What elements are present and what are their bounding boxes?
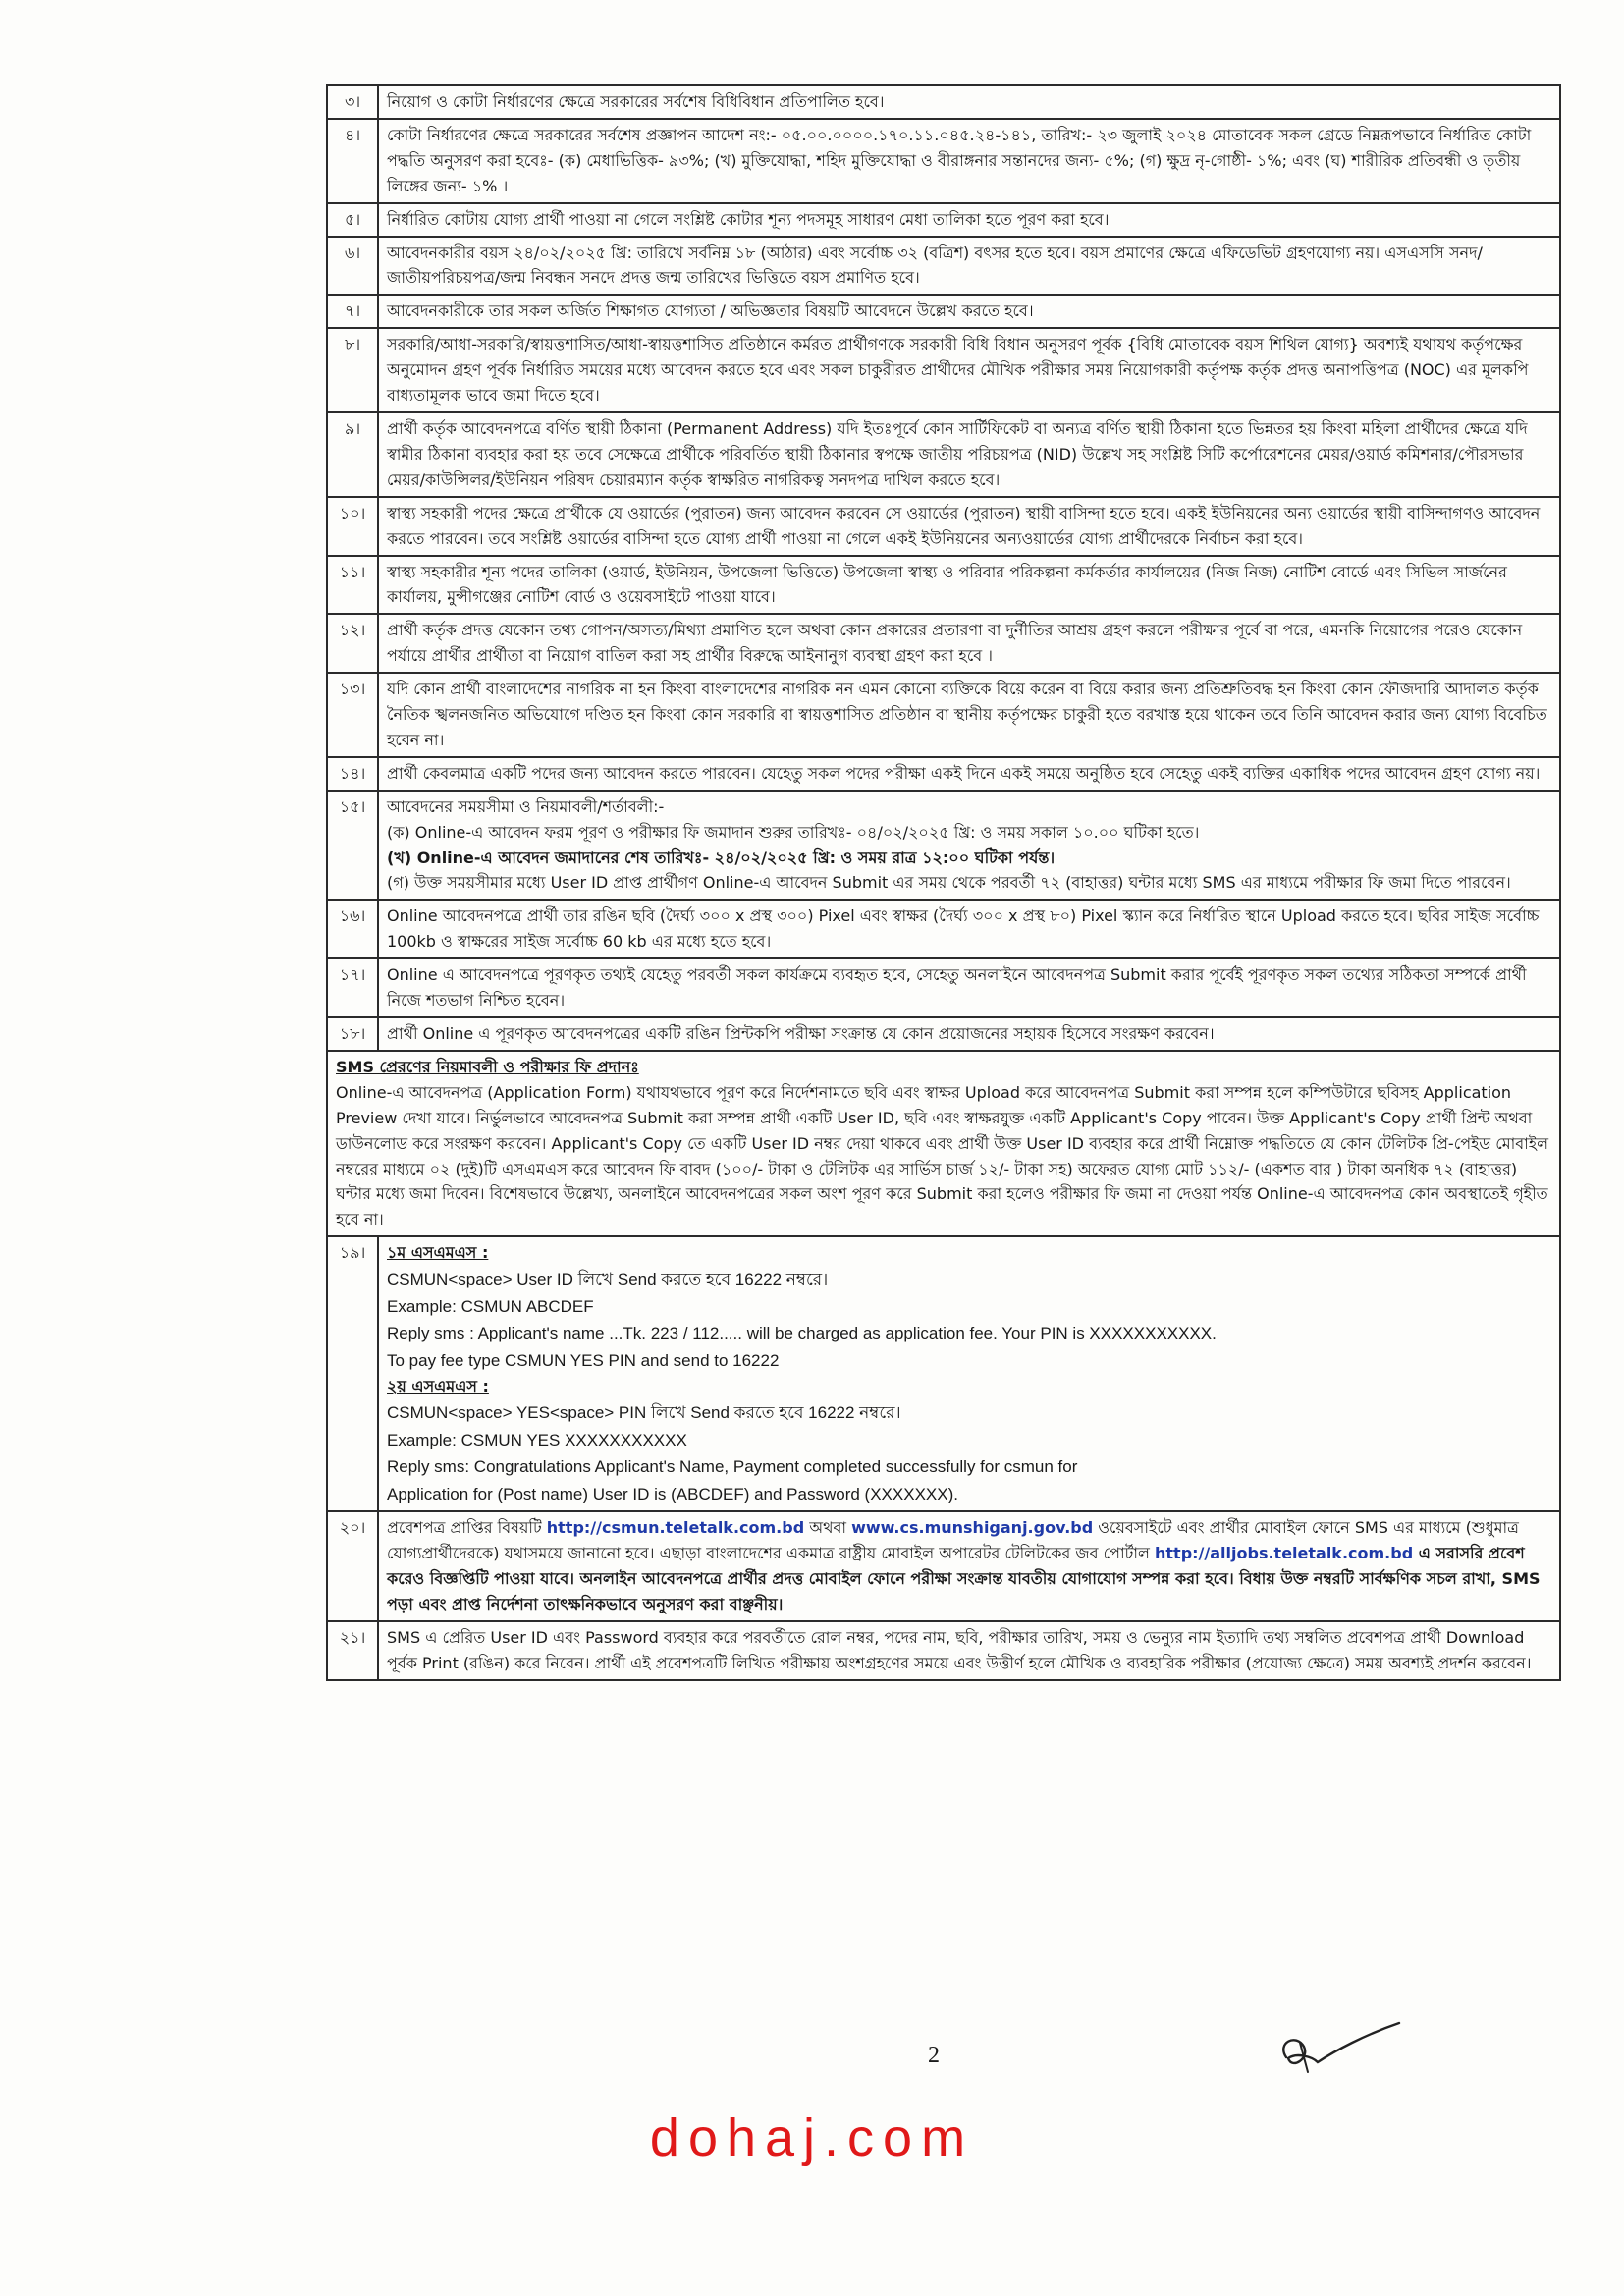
admit-text-2: অথবা [804,1518,852,1538]
second-sms-heading: ২য় এসএমএস : [387,1377,489,1396]
admit-text-3: ওয়েবসাইটে এবং প্রার্থীর মোবাইল ফোনে SMS এর মাধ্যমে (শুধুমাত্র যোগ্যপ্রার্থীদেরকে) যথাসময়ে জানানো হবে। এছাড়া বাংলাদেশের একমাত্র রাষ্ট্রীয় মোবাইল অপারেটর টেলিটকের জব পোর্টাল [387,1518,1519,1563]
row-text: প্রার্থী Online এ পূরণকৃত আবেদনপত্রের একটি রঙিন প্রিন্টকপি পরীক্ষা সংক্রান্ত যে কোন প্রয়োজনের সহায়ক হিসেবে সংরক্ষণ করবেন। [378,1017,1560,1051]
second-sms-example: Example: CSMUN YES XXXXXXXXXXX [387,1430,687,1449]
table-row [327,900,1560,958]
sms-rules-text: Online-এ আবেদনপত্র (Application Form) যথাযথভাবে পূরণ করে নির্দেশনামতে ছবি এবং স্বাক্ষর Upload করে আবেদনপত্র Submit করা সম্পন্ন হলে কম্পিউটারে ছবিসহ Application Preview দেখা যাবে। নির্ভুলভাবে আবেদনপত্র Submit করা সম্পন্ন প্রার্থী একটি User ID, ছবি এবং স্বাক্ষরযুক্ত একটি Applicant's Copy পাবেন। উক্ত Applicant's Copy প্রার্থী প্রিন্ট অথবা ডাউনলোড করে সংরক্ষণ করবেন। Applicant's Copy তে একটি User ID নম্বর দেয়া থাকবে এবং প্রার্থী উক্ত User ID ব্যবহার করে প্রার্থী নিম্নোক্ত পদ্ধতিতে যে কোন টেলিটক প্রি-পেইড মোবাইল নম্বরের মাধ্যমে ০২ (দুই)টি এসএমএস করে আবেদন ফি বাবদ (১০০/- টাকা ও টেলিটক এর সার্ভিস চার্জ ১২/- টাকা সহ) অফেরত যোগ্য মোট ১১২/- (একশত বার ) টাকা অনধিক ৭২ (বাহাত্তর) ঘন্টার মধ্যে জমা দিবেন। বিশেষভাবে উল্লেখ্য, অনলাইনে আবেদনপত্রের সকল অংশ পূরণ করে Submit করা হলেও পরীক্ষার ফি জমা না দেওয়া পর্যন্ত Online-এ আবেদনপত্র কোন অবস্থাতেই গৃহীত হবে না। [336,1082,1549,1230]
table-row-sms-rules [327,1051,1560,1236]
row-text: আবেদনকারীর বয়স ২৪/০২/২০২৫ খ্রি: তারিখে সর্বনিম্ন ১৮ (আঠার) এবং সর্বোচ্চ ৩২ (বত্রিশ) বৎসর হতে হবে। বয়স প্রমাণের ক্ষেত্রে এফিডেভিট গ্রহণযোগ্য নয়। এসএসসি সনদ/জাতীয়পরিচয়পত্র/জন্ম নিবন্ধন সনদে প্রদত্ত জন্ম তারিখের ভিত্তিতে বয়স প্রমাণিত হবে। [378,237,1560,296]
row-text: প্রার্থী কর্তৃক প্রদত্ত যেকোন তথ্য গোপন/অসত্য/মিথ্যা প্রমাণিত হলে অথবা কোন প্রকারের প্রতারণা বা দুর্নীতির আশ্রয় গ্রহণ করলে পরীক্ষার পূর্বে বা পরে, এমনকি নিয়োগের পরেও যেকোন পর্যায়ে প্রার্থীর প্রার্থীতা বা নিয়োগ বাতিল করা সহ প্রার্থীর বিরুদ্ধে আইনানুগ ব্যবস্থা গ্রহণ করা হবে । [378,614,1560,673]
munshiganj-link[interactable]: www.cs.munshiganj.gov.bd [851,1518,1094,1538]
table-row [327,237,1560,296]
watermark-text: dohaj.com [649,2108,975,2167]
row-content [327,1051,1560,1236]
row-text: আবেদনকারীকে তার সকল অর্জিত শিক্ষাগত যোগ্যতা / অভিজ্ঞতার বিষয়টি আবেদনে উল্লেখ করতে হবে। [378,295,1560,328]
table-row [327,295,1560,328]
row-text: প্রার্থী কেবলমাত্র একটি পদের জন্য আবেদন করতে পারবেন। যেহেতু সকল পদের পরীক্ষা একই দিনে একই সময়ে অনুষ্ঠিত হবে সেহেতু একই ব্যক্তির একাধিক পদের আবেদন গ্রহণ যোগ্য নয়। [378,757,1560,791]
row-content [378,1511,1560,1621]
admit-text-1: প্রবেশপত্র প্রাপ্তির বিষয়টি [387,1518,547,1538]
signature-mark [1267,2013,1404,2082]
row-number: ৬। [327,237,378,296]
first-sms-heading: ১ম এসএমএস : [387,1243,489,1263]
table-row [327,757,1560,791]
row-number: ১২। [327,614,378,673]
first-sms-example: Example: CSMUN ABCDEF [387,1296,594,1316]
row-text: স্বাস্থ্য সহকারী পদের ক্ষেত্রে প্রার্থীকে যে ওয়ার্ডের (পুরাতন) জন্য আবেদন করবেন সে ওয়ার্ডের (পুরাতন) স্থায়ী বাসিন্দা হতে হবে। একই ইউনিয়নের অন্য ওয়ার্ডের স্থায়ী বাসিন্দাগণও আবেদন করতে পারবেন। তবে সংশ্লিষ্ট ওয়ার্ডের বাসিন্দা হতে যোগ্য প্রার্থী পাওয়া না গেলে একই ইউনিয়নের অন্যওয়ার্ডের যোগ্য প্রার্থীদেরকে নির্বাচন করা হবে। [378,497,1560,556]
row-number: ১৪। [327,757,378,791]
row-number: ১৮। [327,1017,378,1051]
first-sms-reply: Reply sms : Applicant's name ...Tk. 223 / 112..... will be charged as application fee. Your PIN is XXXXXXXXXXX. [387,1324,1217,1343]
row-number: ১১। [327,556,378,615]
table-row-application-period [327,791,1560,901]
table-row [327,958,1560,1017]
end-date-item: (খ) Online-এ আবেদন জমাদানের শেষ তারিখঃ- ২৪/০২/২০২৫ খ্রি: ও সময় রাত্র ১২:০০ ঘটিকা পর্যন্ত। [387,847,1056,867]
row-text: Online আবেদনপত্রে প্রার্থী তার রঙিন ছবি (দৈর্ঘ্য ৩০০ x প্রস্থ ৩০০) Pixel এবং স্বাক্ষর (দৈর্ঘ্য ৩০০ x প্রস্থ ৮০) Pixel স্ক্যান করে নির্ধারিত স্থানে Upload করতে হবে। ছবির সাইজ সর্বোচ্চ 100kb ও স্বাক্ষরের সাইজ সর্বোচ্চ 60 kb এর মধ্যে হতে হবে। [378,900,1560,958]
first-sms-pay: To pay fee type CSMUN YES PIN and send to 16222 [387,1350,780,1370]
start-date-item: (ক) Online-এ আবেদন ফরম পূরণ ও পরীক্ষার ফি জমাদান শুরুর তারিখঃ- ০৪/০২/২০২৫ খ্রি: ও সময় সকাল ১০.০০ ঘটিকা হতে। [387,822,1200,842]
row-number: ৭। [327,295,378,328]
row-text: Online এ আবেদনপত্রে পূরণকৃত তথ্যই যেহেতু পরবর্তী সকল কার্যক্রমে ব্যবহৃত হবে, সেহেতু অনলাইনে আবেদনপত্র Submit করার পূর্বেই পূরণকৃত সকল তথ্যের সঠিকতা সম্পর্কে প্রার্থী নিজে শতভাগ নিশ্চিত হবেন। [378,958,1560,1017]
table-row [327,673,1560,757]
row-number: ২০। [327,1511,378,1621]
table-row [327,85,1560,119]
row-text: যদি কোন প্রার্থী বাংলাদেশের নাগরিক না হন কিংবা বাংলাদেশের নাগরিক নন এমন কোনো ব্যক্তিকে বিয়ে করেন বা বিয়ে করার জন্য প্রতিশ্রুতিবদ্ধ হন কিংবা কোন ফৌজদারি আদালত কর্তৃক নৈতিক স্খলনজনিত অভিযোগে দণ্ডিত হন কিংবা কোন সরকারি বা স্বায়ত্তশাসিত প্রতিষ্ঠান বা স্থানীয় কর্তৃপক্ষের চাকুরী হতে বরখাস্ত হয়ে থাকেন তবে তিনি আবেদন করার জন্য যোগ্য বিবেচিত হবেন না। [378,673,1560,757]
table-row [327,328,1560,412]
row-number: ৫। [327,203,378,237]
table-row [327,1621,1560,1680]
alljobs-link[interactable]: http://alljobs.teletalk.com.bd [1155,1544,1414,1563]
table-row-admit-card [327,1511,1560,1621]
row-number: ২১। [327,1621,378,1680]
row-number: ১৭। [327,958,378,1017]
row-text: কোটা নির্ধারণের ক্ষেত্রে সরকারের সর্বশেষ প্রজ্ঞাপন আদেশ নং:- ০৫.০০.০০০০.১৭০.১১.০৪৫.২৪-১৪১, তারিখ:- ২৩ জুলাই ২০২৪ মোতাবেক সকল গ্রেডে নিম্নরূপভাবে নির্ধারিত কোটা পদ্ধতি অনুসরণ করা হবেঃ- (ক) মেধাভিত্তিক- ৯৩%; (খ) মুক্তিযোদ্ধা, শহিদ মুক্তিযোদ্ধা ও বীরাঙ্গনার সন্তানদের জন্য- ৫%; (গ) ক্ষুদ্র নৃ-গোষ্ঠী- ১%; এবং (ঘ) শারীরিক প্রতিবন্ধী ও তৃতীয় লিঙ্গের জন্য- ১% । [378,119,1560,203]
row-number: ৪। [327,119,378,203]
table-row [327,614,1560,673]
row-text: SMS এ প্রেরিত User ID এবং Password ব্যবহার করে পরবর্তীতে রোল নম্বর, পদের নাম, ছবি, পরীক্ষার তারিখ, সময় ও ভেন্যুর নাম ইত্যাদি তথ্য সম্বলিত প্রবেশপত্র প্রার্থী Download পূর্বক Print (রঙিন) করে নিবেন। প্রার্থী এই প্রবেশপত্রটি লিখিত পরীক্ষায় অংশগ্রহণের সময়ে এবং উত্তীর্ণ হলে মৌখিক ও ব্যবহারিক পরীক্ষার (প্রযোজ্য ক্ষেত্রে) সময় অবশ্যই প্রদর্শন করবেন। [378,1621,1560,1680]
table-row [327,412,1560,497]
table-row-sms-format [327,1236,1560,1511]
first-sms-instruction: CSMUN<space> User ID লিখে Send করতে হবে 16222 নম্বরে। [387,1270,829,1289]
row-number: ১৬। [327,900,378,958]
table-row [327,497,1560,556]
row-text: স্বাস্থ্য সহকারীর শূন্য পদের তালিকা (ওয়ার্ড, ইউনিয়ন, উপজেলা ভিত্তিতে) উপজেলা স্বাস্থ্য ও পরিবার পরিকল্পনা কর্মকর্তার কার্যালয়ের (নিজ নিজ) নোটিশ বোর্ডে এবং সিভিল সার্জনের কার্যালয়, মুন্সীগঞ্জের নোটিশ বোর্ড ও ওয়েবসাইটে পাওয়া যাবে। [378,556,1560,615]
row-content [378,1236,1560,1511]
row-text: সরকারি/আধা-সরকারি/স্বায়ত্তশাসিত/আধা-স্বায়ত্তশাসিত প্রতিষ্ঠানে কর্মরত প্রার্থীগণকে সরকারী বিধি বিধান অনুসরণ পূর্বক {বিধি মোতাবেক বয়স শিথিল যোগ্য} অবশ্যই যথাযথ কর্তৃপক্ষের অনুমোদন গ্রহণ পূর্বক নির্ধারিত সময়ের মধ্যে আবেদন করতে হবে এবং সকল চাকুরীরত প্রার্থীদের মৌখিক পরীক্ষার সময় নিয়োগকারী কর্তৃপক্ষ কর্তৃক প্রদত্ত অনাপত্তিপত্র (NOC) এর মূলকপি বাধ্যতামূলক ভাবে জমা দিতে হবে। [378,328,1560,412]
table-row [327,203,1560,237]
row-content [378,791,1560,901]
row-text: প্রার্থী কর্তৃক আবেদনপত্রে বর্ণিত স্থায়ী ঠিকানা (Permanent Address) যদি ইতঃপূর্বে কোন সার্টিফিকেট বা অন্যত্র বর্ণিত স্থায়ী ঠিকানা হতে ভিন্নতর হয় কিংবা মহিলা প্রার্থীদের ক্ষেত্রে যদি স্বামীর ঠিকানা ব্যবহার করা হয় তবে সেক্ষেত্রে প্রার্থীকে পরিবর্তিত স্থায়ী ঠিকানার স্বপক্ষে জাতীয় পরিচয়পত্র (NID) উল্লেখ সহ সংশ্লিষ্ট সিটি কর্পোরেশনের মেয়র/ওয়ার্ড কমিশনার/পৌরসভার মেয়র/কাউন্সিলর/ইউনিয়ন পরিষদ চেয়ারম্যান কর্তৃক স্বাক্ষরিত নাগরিকত্ব সনদপত্র দাখিল করতে হবে। [378,412,1560,497]
row-number: ১৯। [327,1236,378,1511]
admit-text-4: এ সরাসরি প্রবেশ করেও বিজ্ঞপ্তিটি পাওয়া যাবে। অনলাইন আবেদনপত্রে প্রার্থীর প্রদত্ত মোবাইল ফোনে পরীক্ষা সংক্রান্ত যাবতীয় যোগাযোগ সম্পন্ন করা হবে। বিধায় উক্ত নম্বরটি সার্বক্ষণিক সচল রাখা, SMS পড়া এবং প্রাপ্ত নির্দেশনা তাৎক্ষনিকভাবে অনুসরণ করা বাঞ্ছনীয়। [387,1544,1541,1614]
second-sms-application: Application for (Post name) User ID is (ABCDEF) and Password (XXXXXXX). [387,1484,958,1503]
row-number: ১৫। [327,791,378,901]
teletalk-link[interactable]: http://csmun.teletalk.com.bd [546,1518,805,1538]
row-text: নির্ধারিত কোটায় যোগ্য প্রার্থী পাওয়া না গেলে সংশ্লিষ্ট কোটার শূন্য পদসমূহ সাধারণ মেধা তালিকা হতে পূরণ করা হবে। [378,203,1560,237]
row-number: ৮। [327,328,378,412]
row-text: নিয়োগ ও কোটা নির্ধারণের ক্ষেত্রে সরকারের সর্বশেষ বিধিবিধান প্রতিপালিত হবে। [378,85,1560,119]
page-number: 2 [928,2043,940,2068]
row-number: ১০। [327,497,378,556]
row-number: ৯। [327,412,378,497]
row-number: ১৩। [327,673,378,757]
second-sms-instruction: CSMUN<space> YES<space> PIN লিখে Send করতে হবে 16222 নম্বরে। [387,1403,901,1423]
table-row [327,556,1560,615]
table-row [327,119,1560,203]
sms-rules-heading: SMS প্রেরণের নিয়মাবলী ও পরীক্ষার ফি প্রদানঃ [336,1057,639,1076]
fee-deadline-item: (গ) উক্ত সময়সীমার মধ্যে User ID প্রাপ্ত প্রার্থীগণ Online-এ আবেদন Submit এর সময় থেকে পরবর্তী ৭২ (বাহাত্তর) ঘন্টার মধ্যে SMS এর মাধ্যমে পরীক্ষার ফি জমা দিতে পারবেন। [387,873,1511,893]
second-sms-reply: Reply sms: Congratulations Applicant's Name, Payment completed successfully for csmun for [387,1457,1078,1477]
rules-table [326,84,1561,1681]
application-rules-heading: আবেদনের সময়সীমা ও নিয়মাবলী/শর্তাবলী:- [387,796,665,816]
row-number: ৩। [327,85,378,119]
table-row [327,1017,1560,1051]
